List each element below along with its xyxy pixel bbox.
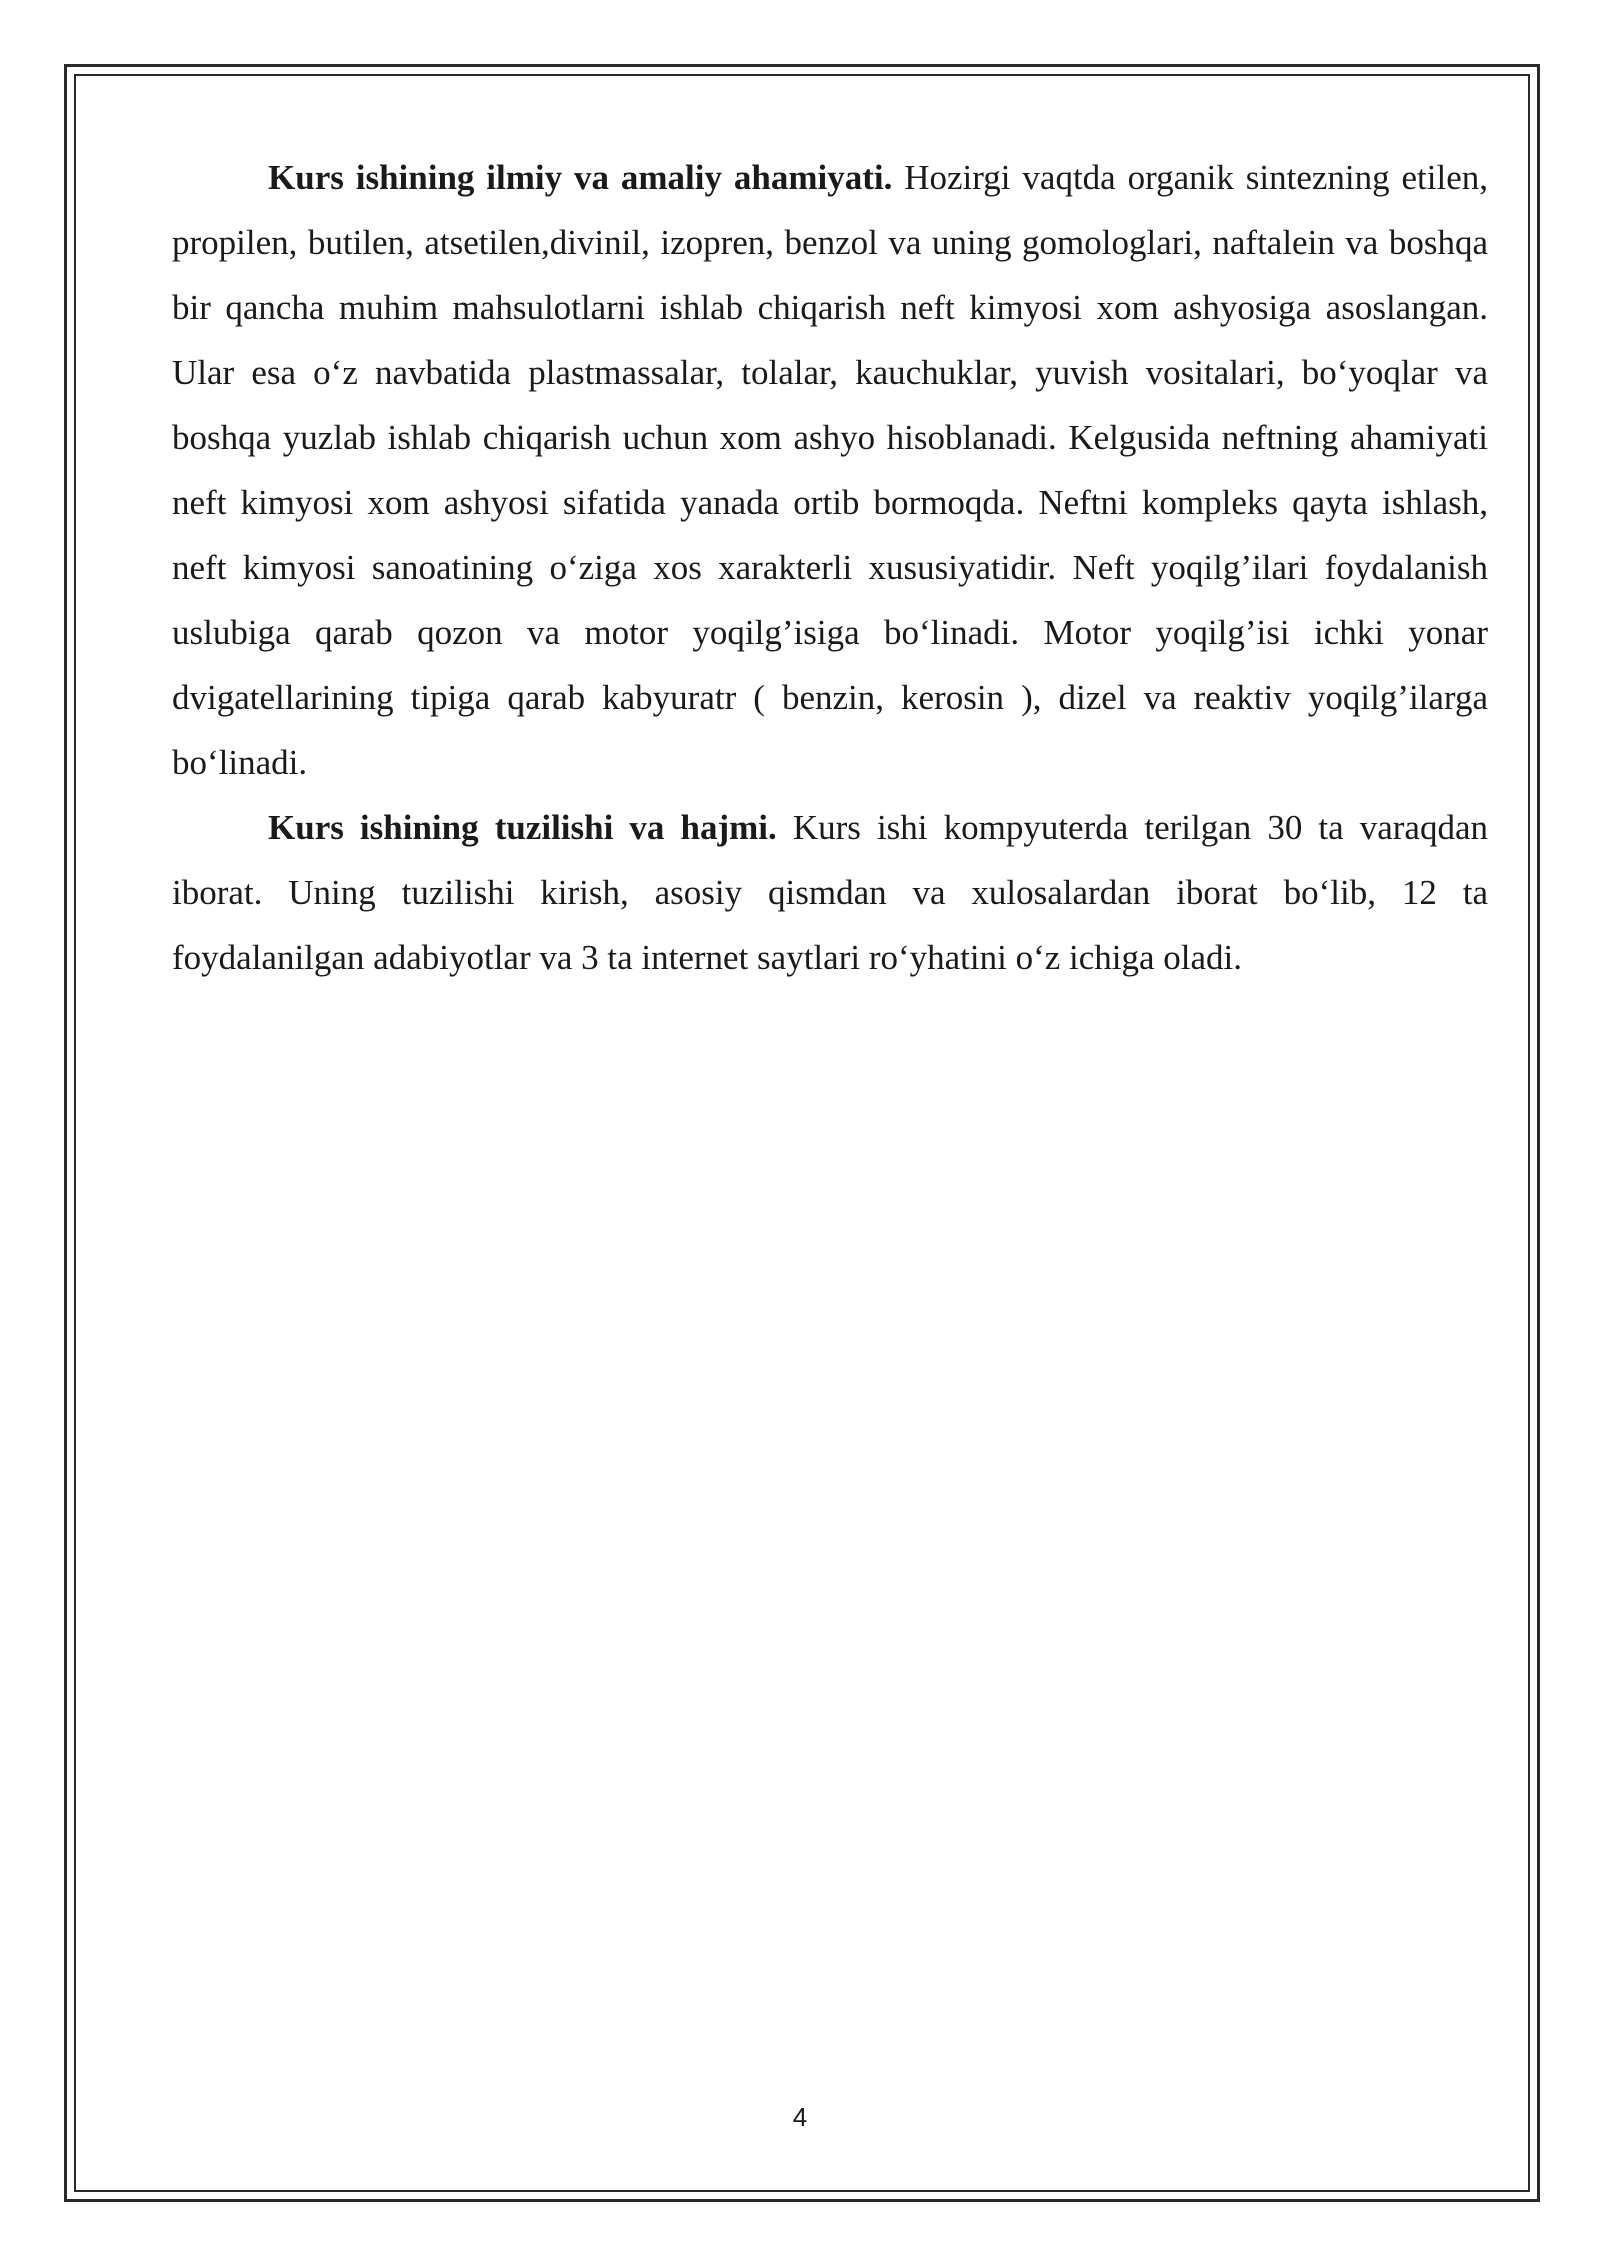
paragraph-heading: Kurs ishining ilmiy va amaliy ahamiyati. bbox=[268, 158, 893, 197]
paragraph-heading: Kurs ishining tuzilishi va hajmi. bbox=[268, 808, 777, 847]
page-number: 4 bbox=[792, 2102, 808, 2132]
paragraph-significance bbox=[172, 145, 1488, 795]
paragraph-structure bbox=[172, 795, 1488, 990]
paragraph-text: Hozirgi vaqtda organik sintezning etilen, propilen, butilen, atsetilen,divinil, izopren, benzol va uning gomologlari, naftalein va boshqa bir qancha muhim mahsulotlarni ishlab chiqarish neft kimyosi xom ashyosiga asoslangan. Ular esa o‘z navbatida plastmassalar, tolalar, kauchuklar, yuvish vositalari, bo‘yoqlar va boshqa yuzlab ishlab chiqarish uchun xom ashyo hisoblanadi. Kelgusida neftning ahamiyati neft kimyosi xom ashyosi sifatida yanada ortib bormoqda. Neftni kompleks qayta ishlash, neft kimyosi sanoatining o‘ziga xos xarakterli xususiyatidir. Neft yoqilg’ilari foydalanish uslubiga qarab qozon va motor yoqilg’isiga bo‘linadi. Motor yoqilg’isi ichki yonar dvigatellarining tipiga qarab kabyuratr ( benzin, kerosin ), dizel va reaktiv yoqilg’ilarga bo‘linadi. bbox=[172, 158, 1488, 782]
paragraph-text: Kurs ishi kompyuterda terilgan 30 ta varaqdan iborat. Uning tuzilishi kirish, asosiy qismdan va xulosalardan iborat bo‘lib, 12 ta foydalanilgan adabiyotlar va 3 ta internet saytlari ro‘yhatini o‘z ichiga oladi. bbox=[172, 808, 1488, 977]
document-body bbox=[172, 145, 1488, 990]
